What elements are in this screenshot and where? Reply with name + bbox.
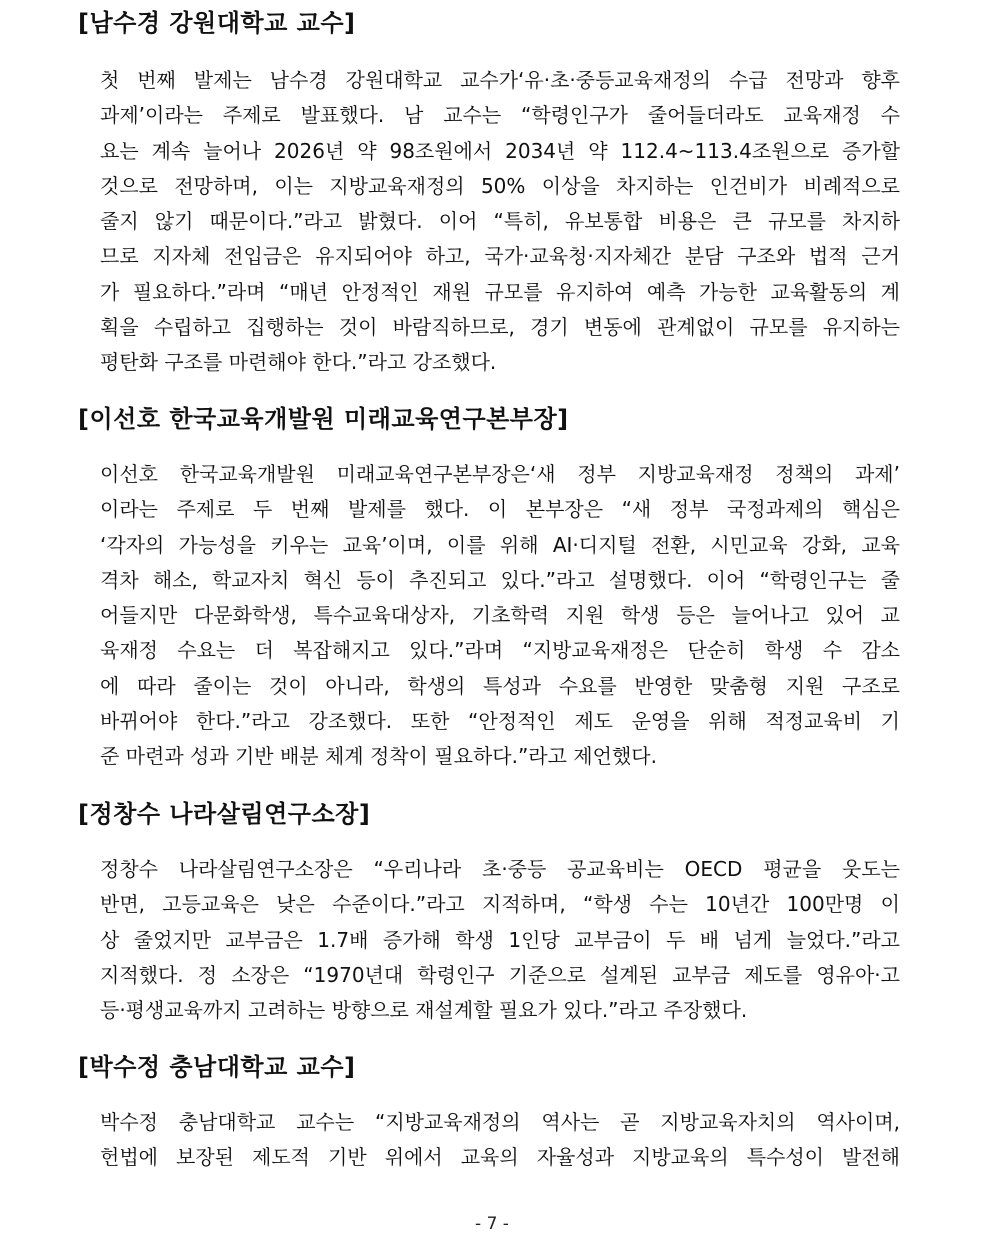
paragraph-line: 육재정 수요는 더 복잡해지고 있다.”라며 “지방교육재정은 단순히 학생 수 감소 bbox=[100, 638, 900, 663]
paragraph-line: 획을 수립하고 집행하는 것이 바람직하므로, 경기 변동에 관계없이 규모를 유지하는 bbox=[100, 315, 900, 340]
section-heading-park-soojung: [박수정 충남대학교 교수] bbox=[78, 1053, 356, 1081]
paragraph-line: 상 줄었지만 교부금은 1.7배 증가해 학생 1인당 교부금이 두 배 넘게 늘었다.”라고 bbox=[100, 927, 900, 952]
section-body-lee-sunho bbox=[100, 457, 900, 775]
paragraph-line: 므로 지자체 전입금은 유지되어야 하고, 국가·교육청·지자체간 분담 구조와 법적 근거 bbox=[100, 244, 900, 269]
paragraph-line: 헌법에 보장된 제도적 기반 위에서 교육의 자율성과 지방교육의 특수성이 발전해 bbox=[100, 1145, 900, 1170]
page-number: - 7 - bbox=[475, 1214, 509, 1234]
paragraph-line: ‘각자의 가능성을 키우는 교육’이며, 이를 위해 AI·디지털 전환, 시민교육 강화, 교육 bbox=[100, 532, 900, 557]
paragraph-line: 첫 번째 발제는 남수경 강원대학교 교수가‘유·초·중등교육재정의 수급 전망과 향후 bbox=[100, 68, 900, 92]
section-heading-nam-sookyung: [남수경 강원대학교 교수] bbox=[78, 9, 356, 37]
paragraph-line: 줄지 않기 때문이다.”라고 밝혔다. 이어 “특히, 유보통합 비용은 큰 규모를 차지하 bbox=[100, 209, 900, 234]
paragraph-line: 이선호 한국교육개발원 미래교육연구본부장은‘새 정부 지방교육재정 정책의 과제’ bbox=[100, 462, 900, 486]
paragraph-line: 어들지만 다문화학생, 특수교육대상자, 기초학력 지원 학생 등은 늘어나고 있어 교 bbox=[100, 603, 900, 628]
paragraph-line: 요는 계속 늘어나 2026년 약 98조원에서 2034년 약 112.4~113.4조원으로 증가할 bbox=[100, 138, 900, 163]
paragraph-line: 박수정 충남대학교 교수는 “지방교육재정의 역사는 곧 지방교육자치의 역사이며, bbox=[100, 1110, 900, 1134]
paragraph-line: 등·평생교육까지 고려하는 방향으로 재설계할 필요가 있다.”라고 주장했다. bbox=[100, 998, 748, 1023]
paragraph-line: 격차 해소, 학교자치 혁신 등이 추진되고 있다.”라고 설명했다. 이어 “학령인구는 줄 bbox=[100, 567, 900, 592]
paragraph-line: 평탄화 구조를 마련해야 한다.”라고 강조했다. bbox=[100, 350, 497, 375]
paragraph-line: 가 필요하다.”라며 “매년 안정적인 재원 규모를 유지하여 예측 가능한 교육활동의 계 bbox=[100, 279, 900, 304]
section-body-park-soojung bbox=[100, 1105, 900, 1176]
paragraph-line: 과제’이라는 주제로 발표했다. 남 교수는 “학령인구가 줄어들더라도 교육재정 수 bbox=[100, 103, 900, 128]
paragraph-line: 정창수 나라살림연구소장은 “우리나라 초·중등 공교육비는 OECD 평균을 웃도는 bbox=[100, 857, 900, 881]
section-heading-jung-changsoo: [정창수 나라살림연구소장] bbox=[78, 800, 371, 828]
paragraph-line: 바뀌어야 한다.”라고 강조했다. 또한 “안정적인 제도 운영을 위해 적정교육비 기 bbox=[100, 709, 900, 734]
paragraph-line: 준 마련과 성과 기반 배분 체계 정착이 필요하다.”라고 제언했다. bbox=[100, 744, 657, 769]
paragraph-line: 에 따라 줄이는 것이 아니라, 학생의 특성과 수요를 반영한 맞춤형 지원 구조로 bbox=[100, 673, 900, 698]
paragraph-line: 지적했다. 정 소장은 “1970년대 학령인구 기준으로 설계된 교부금 제도를 영유아·고 bbox=[100, 962, 900, 987]
section-heading-lee-sunho: [이선호 한국교육개발원 미래교육연구본부장] bbox=[78, 405, 569, 433]
section-body-nam-sookyung bbox=[100, 63, 900, 381]
paragraph-line: 것으로 전망하며, 이는 지방교육재정의 50% 이상을 차지하는 인건비가 비례적으로 bbox=[100, 173, 900, 198]
paragraph-line: 반면, 고등교육은 낮은 수준이다.”라고 지적하며, “학생 수는 10년간 100만명 이 bbox=[100, 892, 900, 917]
paragraph-line: 이라는 주제로 두 번째 발제를 했다. 이 본부장은 “새 정부 국정과제의 핵심은 bbox=[100, 497, 900, 522]
section-body-jung-changsoo bbox=[100, 852, 900, 1028]
